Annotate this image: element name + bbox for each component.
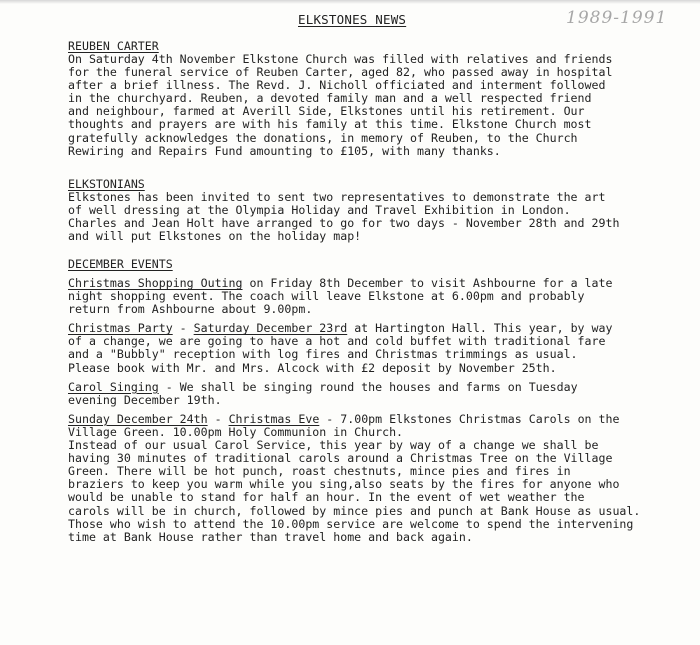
event-text-shopping-outing: on Friday 8th December to visit Ashbourne for a late night shopping event. The coach will leave Elkstone at 6.00pm and probably return from Ashbourne about 9.00pm. [68,276,613,317]
event-christmas-eve [68,413,683,544]
event-separator-christmas-eve: - [207,411,229,426]
event-title-carol-singing: Carol Singing [68,379,159,394]
event-title-shopping-outing: Christmas Shopping Outing [68,276,243,290]
event-separator-party: - [172,321,194,336]
event-christmas-party [68,322,683,374]
elkstonians-paragraph: Elkstones has been invited to sent two representatives to demonstrate the art of well dressing at the Olympia Holiday and Travel Exhibition in London. Charles and Jean Holt have arranged to go for two days - November 28th and 29th and will put Elkstones on the holiday map! [68,190,620,244]
section-heading-elkstonians: ELKSTONIANS [68,177,145,191]
section-reuben-carter [68,40,683,158]
section-elkstonians [68,178,683,243]
reuben-carter-paragraph: On Saturday 4th November Elkstone Church was filled with relatives and friends for the funeral service of Reuben Carter, aged 82, who passed away in hospital after a brief illness. The Revd. J. Nicholl officiated and interment followed in the churchyard. Reuben, a devoted family man and a well respected friend and neighbour, farmed at Averill Side, Elkstones until his retirement. Our thoughts and prayers are with his family at this time. Elkstone Church most gratefully acknowledges the donations, in memory of Reuben, to the Church Rewiring and Repairs Fund amounting to £105, with many thanks. [68,52,613,158]
event-text-christmas-party: at Hartington Hall. This year, by way of a change, we are going to have a hot and cold buffet with traditional fare and a "Bubbly" reception with log fires and Christmas trimmings as usual. Please book with Mr. and Mrs. Alcock with £2 deposit by November 25th. [68,321,613,375]
newsletter-title: ELKSTONES NEWS [298,12,407,27]
event-text-christmas-eve: - 7.00pm Elkstones Christmas Carols on the Village Green. 10.00pm Holy Communion in Church. Instead of our usual Carol Service, this year by way of a change we shall be having 30 minutes of traditional carols around a Christmas Tree on the Village Green. There will be hot punch, roast chestnuts, mince pies and fires in braziers to keep you warm while you sing,also seats by the fires for anyone who would be unable to stand for half an hour. In the event of wet weather the carols will be in church, followed by mince pies and punch at Bank House as usual. Those who wish to attend the 10.00pm service are welcome to spend the intervening time at Bank House rather than travel home and back again. [68,411,641,544]
section-december-events [68,258,683,544]
scan-edge [0,0,700,4]
event-title-christmas-party: Christmas Party [68,321,173,336]
event-title-sunday-december-24th: Sunday December 24th [68,411,208,426]
event-christmas-shopping-outing [68,277,683,316]
section-heading-december-events: DECEMBER EVENTS [68,257,173,271]
event-subtitle-christmas-eve: Christmas Eve [228,411,320,426]
event-text-carol-singing: - We shall be singing round the houses and farms on Tuesday evening December 19th. [68,379,578,407]
handwritten-date-annotation: 1989-1991 [566,8,668,28]
event-carol-singing [68,381,683,407]
event-date-christmas-party: Saturday December 23rd [193,321,348,336]
section-heading-reuben-carter: REUBEN CARTER [68,39,159,53]
